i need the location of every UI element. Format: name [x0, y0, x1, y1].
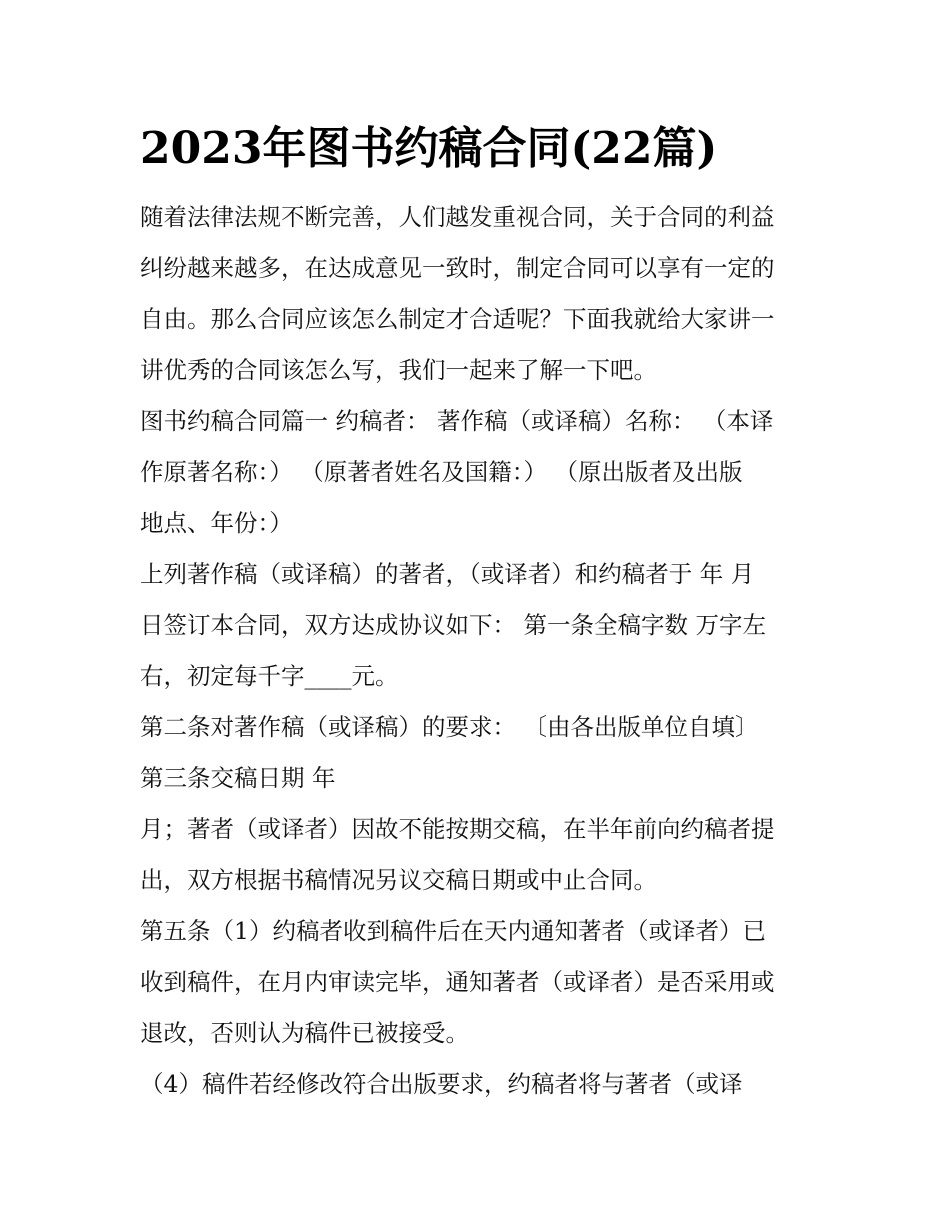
text-line: 日签订本合同，双方达成协议如下： 第一条全稿字数 万字左 — [140, 611, 766, 639]
text-line: （4）稿件若经修改符合出版要求，约稿者将与著者（或译 — [140, 1070, 743, 1098]
text-line: 图书约稿合同篇一 约稿者： 著作稿（或译稿）名称： （本译 — [140, 407, 774, 435]
document-body — [140, 192, 830, 1110]
paragraph-article-2 — [140, 702, 830, 753]
text-line: 第五条（1）约稿者收到稿件后在天内通知著者（或译者）已 — [140, 917, 766, 945]
text-line: 第二条对著作稿（或译稿）的要求： 〔由各出版单位自填〕 — [140, 713, 759, 741]
text-line: 出，双方根据书稿情况另议交稿日期或中止合同。 — [140, 866, 657, 894]
paragraph-contract-header — [140, 396, 830, 549]
paragraph-intro — [140, 192, 830, 396]
paragraph-article-5 — [140, 906, 830, 1059]
paragraph-clause-4 — [140, 1059, 830, 1110]
text-line: 纠纷越来越多，在达成意见一致时，制定合同可以享有一定的 — [140, 254, 775, 282]
text-line: 地点、年份：） — [140, 509, 293, 537]
text-line: 第三条交稿日期 年 — [140, 764, 336, 792]
text-line: 随着法律法规不断完善，人们越发重视合同，关于合同的利益 — [140, 203, 775, 231]
text-line: 退改，否则认为稿件已被接受。 — [140, 1019, 469, 1047]
text-line: 上列著作稿（或译稿）的著者，（或译者）和约稿者于 年 月 — [140, 560, 755, 588]
text-line: 右，初定每千字____元。 — [140, 662, 399, 690]
paragraph-article-3 — [140, 753, 830, 804]
text-line: 自由。那么合同应该怎么制定才合适呢？下面我就给大家讲一 — [140, 305, 775, 333]
text-line: 作原著名称：） （原著者姓名及国籍：） （原出版者及出版 — [140, 458, 743, 486]
paragraph-agreement — [140, 549, 830, 702]
document-page — [140, 118, 830, 1110]
text-line: 讲优秀的合同该怎么写，我们一起来了解一下吧。 — [140, 356, 657, 384]
text-line: 收到稿件，在月内审读完毕，通知著者（或译者）是否采用或 — [140, 968, 775, 996]
text-line: 月；著者（或译者）因故不能按期交稿，在半年前向约稿者提 — [140, 815, 775, 843]
paragraph-article-3-cont — [140, 804, 830, 906]
document-title: 2023年图书约稿合同(22篇) — [140, 123, 718, 174]
